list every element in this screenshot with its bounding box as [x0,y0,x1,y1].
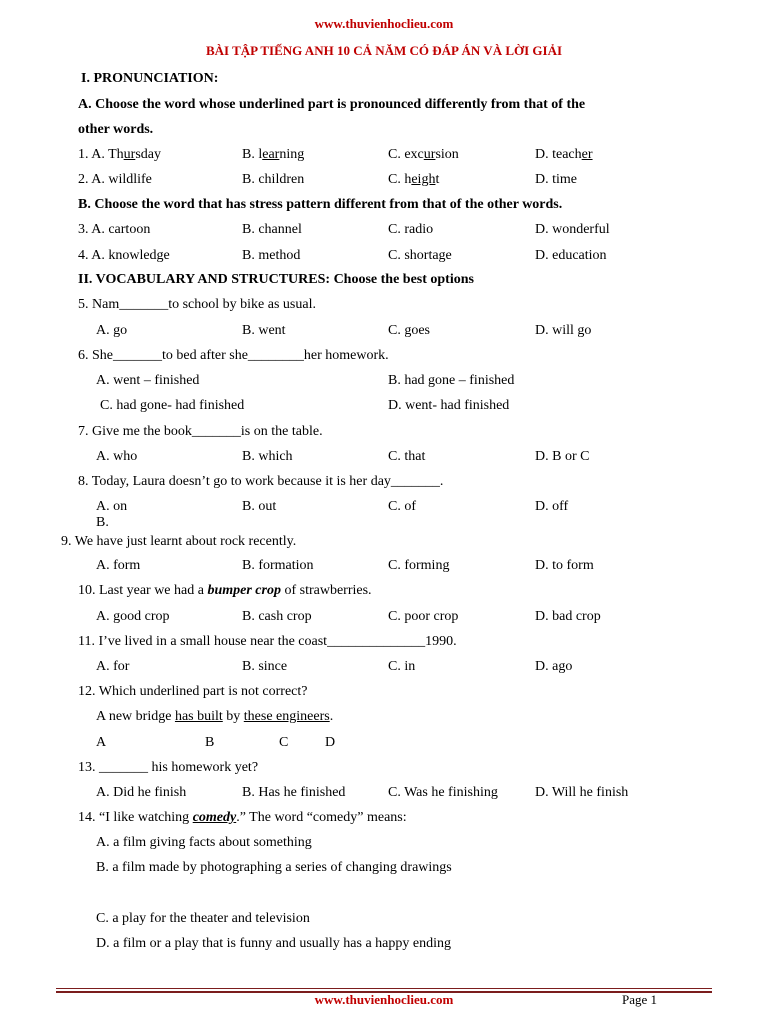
q13-option-c: C. Was he finishing [388,785,498,800]
q1-option-d: D. teacher [535,147,593,162]
section-1-heading: I. PRONUNCIATION: [81,71,219,86]
q7-option-d: D. B or C [535,449,590,464]
q7-option-b: B. which [242,449,293,464]
q10-stem: 10. Last year we had a bumper crop of strawberries. [78,583,372,598]
header-site-link[interactable]: www.thuvienhoclieu.com [314,16,454,31]
q3-option-d: D. wonderful [535,222,610,237]
q14-option-c: C. a play for the theater and television [96,911,310,926]
q8-option-c: C. of [388,499,416,514]
q14-option-a: A. a film giving facts about something [96,835,312,850]
q3-option-c: C. radio [388,222,434,237]
q4-option-d: D. education [535,248,607,263]
page-title: BÀI TẬP TIẾNG ANH 10 CẢ NĂM CÓ ĐÁP ÁN VÀ LỜI GIẢI [205,43,563,58]
footer-divider-thin [56,988,712,989]
q11-option-d: D. ago [535,659,573,674]
part-b-instruction: B. Choose the word that has stress pattern different from that of the other words. [78,197,563,212]
q13-stem: 13. _______ his homework yet? [78,760,259,775]
q12-label-c: C [279,735,289,750]
q9-option-c: C. forming [388,558,450,573]
q10-option-a: A. good crop [96,609,170,624]
q10-option-c: C. poor crop [388,609,459,624]
q4-option-a: 4. A. knowledge [78,248,170,263]
q2-option-c: C. height [388,172,440,187]
q9-option-a: A. form [96,558,141,573]
q3-option-b: B. channel [242,222,302,237]
q8-option-a: A. on [96,499,128,514]
footer-site-link[interactable]: www.thuvienhoclieu.com [314,992,454,1007]
q14-option-b: B. a film made by photographing a series of changing drawings [96,860,452,875]
q2-option-a: 2. A. wildlife [78,172,152,187]
q11-option-b: B. since [242,659,288,674]
q13-option-d: D. Will he finish [535,785,629,800]
part-a-instruction-line-1: A. Choose the word whose underlined part is pronounced differently from that of the [78,97,586,112]
q5-option-d: D. will go [535,323,592,338]
q13-option-b: B. Has he finished [242,785,346,800]
q4-option-b: B. method [242,248,301,263]
q12-label-a: A [96,735,107,750]
q5-option-a: A. go [96,323,128,338]
q5-stem: 5. Nam_______to school by bike as usual. [78,297,316,312]
q2-option-d: D. time [535,172,577,187]
q8-stray-label: B. [96,515,109,530]
q6-option-d: D. went- had finished [388,398,510,413]
page-number: Page 1 [622,992,658,1007]
q10-option-d: D. bad crop [535,609,601,624]
q14-option-d: D. a film or a play that is funny and usually has a happy ending [96,936,451,951]
q5-option-c: C. goes [388,323,430,338]
q12-stem: 12. Which underlined part is not correct? [78,684,308,699]
q7-option-c: C. that [388,449,426,464]
q9-option-b: B. formation [242,558,314,573]
section-2-heading: II. VOCABULARY AND STRUCTURES: Choose the best options [78,272,474,287]
q7-stem: 7. Give me the book_______is on the table. [78,424,323,439]
q11-stem: 11. I’ve lived in a small house near the coast______________1990. [78,634,457,649]
q1-option-b: B. learning [242,147,305,162]
q7-option-a: A. who [96,449,138,464]
q14-stem: 14. “I like watching comedy.” The word “comedy” means: [78,810,407,825]
q3-option-a: 3. A. cartoon [78,222,151,237]
q9-stem: 9. We have just learnt about rock recently. [61,534,297,549]
part-a-instruction-line-2: other words. [78,122,154,137]
q11-option-c: C. in [388,659,416,674]
q8-option-b: B. out [242,499,277,514]
q1-option-c: C. excursion [388,147,459,162]
q9-option-d: D. to form [535,558,594,573]
q10-option-b: B. cash crop [242,609,312,624]
q6-option-b: B. had gone – finished [388,373,515,388]
q12-label-b: B [205,735,215,750]
q6-option-a: A. went – finished [96,373,200,388]
q5-option-b: B. went [242,323,286,338]
q2-option-b: B. children [242,172,305,187]
q13-option-a: A. Did he finish [96,785,187,800]
q12-label-d: D [325,735,336,750]
q12-sentence: A new bridge has built by these engineers. [96,709,334,724]
q8-option-d: D. off [535,499,569,514]
q4-option-c: C. shortage [388,248,452,263]
q1-option-a: 1. A. Thursday [78,147,161,162]
q8-stem: 8. Today, Laura doesn’t go to work because it is her day_______. [78,474,444,489]
q11-option-a: A. for [96,659,130,674]
q6-stem: 6. She_______to bed after she________her homework. [78,348,389,363]
q6-option-c: C. had gone- had finished [100,398,245,413]
